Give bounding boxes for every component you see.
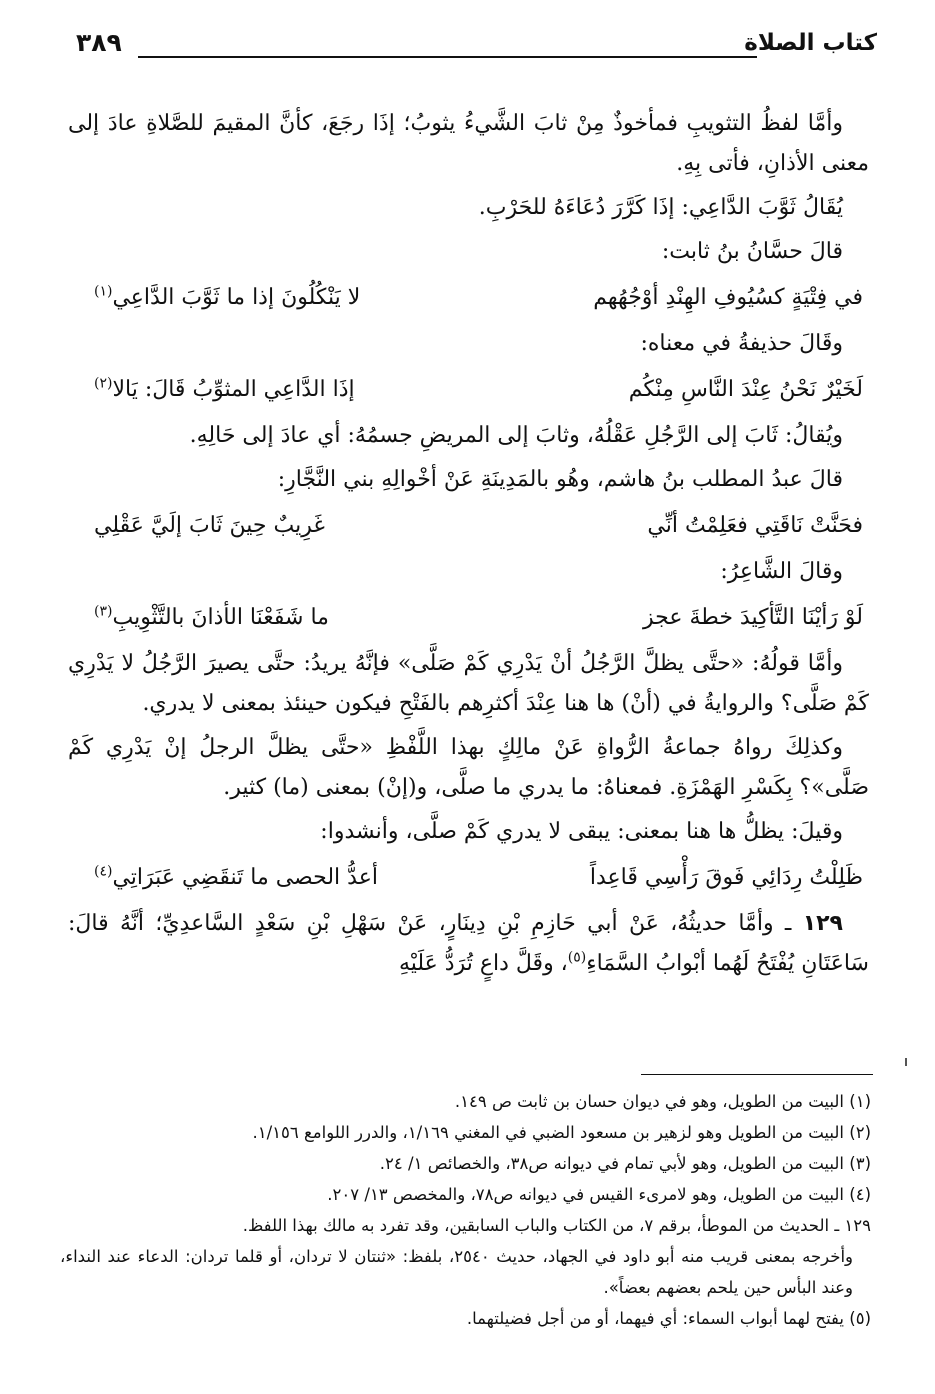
footnote-ref: (٣)	[94, 603, 113, 620]
verse-text: أعدُّ الحصى ما تَنقَضِي عَبَرَاتِي	[112, 865, 378, 890]
main-text	[68, 104, 869, 988]
page-number: ٣٨٩	[76, 28, 122, 57]
footnote-rule	[641, 1074, 873, 1075]
footnote: وأخرجه بمعنى قريب منه أبو داود في الجهاد، حديث ٢٥٤٠، بلفظ: «ثنتان لا تردان، أو قلما تردان: الدعاء عند النداء، وعند البأس حين يلحم بعضهم بعضاً».	[60, 1247, 853, 1297]
footnote: (٥) يفتح لهما أبواب السماء: أي فيهما، أو من أجل فضيلتهما.	[466, 1309, 871, 1328]
paragraph: يُقَالُ ثَوَّبَ الدَّاعِي: إذَا كَرَّرَ دُعَاءَهُ للحَرْبِ.	[478, 195, 843, 220]
hadith-text-cont: ، وقَلَّ داعٍ تُرَدُّ عَلَيْهِ	[398, 951, 568, 976]
hadith-text: ـ وأمَّا حديثُهُ، عَنْ أبي حَازِمِ بْنِ دِينَارٍ، عَنْ سَهْلِ بْنِ سَعْدٍ السَّاعدِيِّ؛ أنَّهُ قالَ: سَاعَتَانِ يُفْتَحُ لَهُما أبْوابُ السَّمَاءِ	[68, 911, 869, 976]
verse-line	[68, 504, 869, 548]
header-rule	[138, 56, 757, 58]
paragraph: قالَ حسَّانُ بنُ ثابت:	[661, 239, 843, 264]
verse-line	[68, 276, 869, 320]
footnote: (١) البيت من الطويل، وهو في ديوان حسان بن ثابت ص ١٤٩.	[454, 1092, 871, 1111]
verse-text: إذَا الدَّاعِي المثوِّبُ قَالَ: يَالا	[112, 377, 355, 402]
paragraph: وقيلَ: يظلُّ ها هنا بمعنى: يبقى لا يدري كَمْ صلَّى، وأنشدوا:	[320, 819, 843, 844]
footnote: (٣) البيت من الطويل، وهو لأبي تمام في ديوانه ص٣٨، والخصائص ١/ ٢٤.	[379, 1154, 871, 1173]
verse-line	[68, 596, 869, 640]
paragraph: وكذلِكَ رواهُ جماعةُ الرُّواةِ عَنْ مالِكٍ بهذا اللَّفْظِ «حتَّى يظلَّ الرجلُ إنْ يَدْرِي كَمْ صَلَّى»؟ بِكَسْرِ الهَمْزَةِ. فمعناهُ: ما يدري ما صلَّى، و(إنْ) بمعنى (ما) كثير.	[68, 735, 869, 800]
hadith-paragraph	[68, 904, 869, 984]
paragraph: وقَالَ حذيفةُ في معناه:	[640, 331, 843, 356]
paragraph: قالَ عبدُ المطلب بنُ هاشم، وهُو بالمَدِينَةِ عَنْ أخْوالِهِ بني النَّجَّارِ:	[277, 467, 843, 492]
verse-hemistich	[94, 856, 378, 900]
margin-mark	[905, 1058, 907, 1066]
running-header	[76, 26, 877, 64]
footnote: ١٢٩ ـ الحديث من الموطأ، برقم ٧، من الكتاب والباب السابقين، وقد تفرد به مالك بهذا اللفظ.	[242, 1216, 871, 1235]
paragraph: وأمَّا قولُهُ: «حتَّى يظلَّ الرَّجُلُ أنْ يَدْرِي كَمْ صَلَّى» فإنَّهُ يريدُ: حتَّى يصيرَ الرَّجُلُ لا يَدْرِي كَمْ صَلَّى؟ والروايةُ في (أنْ) ها هنا عِنْدَ أكثرِهم بالفَتْحِ فيكون حينئذ بمعنى لا يدري.	[68, 651, 869, 716]
verse-hemistich: ظَلِلْتُ رِدَائِي فَوقَ رَأْسِي قَاعِداً	[589, 865, 863, 890]
footnote-ref: (٤)	[94, 863, 113, 880]
verse-line	[68, 856, 869, 900]
hadith-number: ١٢٩	[802, 911, 843, 936]
footnote-ref: (١)	[94, 283, 113, 300]
paragraph: وأمَّا لفظُ التثويبِ فمأخوذٌ مِنْ ثابَ الشَّيءُ يثوبُ؛ إذَا رجَعَ، كأنَّ المقيمَ للصَّلاةِ عادَ إلى معنى الأذانِ، فأتى بِهِ.	[68, 111, 869, 176]
footnote: (٤) البيت من الطويل، وهو لامرىء القيس في ديوانه ص٧٨، والمخصص ١٣/ ٢٠٧.	[327, 1185, 871, 1204]
paragraph: ويُقالُ: ثَابَ إلى الرَّجُلِ عَقْلُهُ، وثابَ إلى المريضِ جسمُهُ: أي عادَ إلى حَالِهِ.	[189, 423, 843, 448]
verse-hemistich	[94, 596, 329, 640]
verse-text: ما شَفَعْنَا الأذانَ بالتَّثْوِيبِ	[112, 605, 329, 630]
verse-hemistich: في فِتْيَةٍ كسُيُوفِ الهِنْدِ أوْجُهُهم	[593, 285, 863, 310]
verse-hemistich	[94, 276, 360, 320]
verse-hemistich	[94, 368, 355, 412]
footnote-ref: (٢)	[94, 375, 113, 392]
footnote-ref: (٥)	[567, 949, 587, 966]
chapter-title: كتاب الصلاة	[744, 30, 877, 56]
paragraph: وقالَ الشَّاعِرُ:	[720, 559, 843, 584]
verse-hemistich: لَخَيْرٌ نَحْنُ عِنْدَ النَّاسِ مِنْكُم	[628, 377, 863, 402]
verse-hemistich: لَوْ رَأيْنَا التَّأكِيدَ خطةَ عجز	[643, 605, 863, 630]
footnotes	[60, 1086, 871, 1334]
verse-hemistich: غَرِيبٌ حِينَ ثَابَ إلَيَّ عَقْلِي	[94, 513, 325, 538]
verse-text: لا يَنْكُلُونَ إذا ما ثَوَّبَ الدَّاعِي	[112, 285, 361, 310]
footnote: (٢) البيت من الطويل وهو لزهير بن مسعود الضبي في المغني ١/١٦٩، والدرر اللوامع ١/١٥٦.	[252, 1123, 871, 1142]
verse-hemistich: فحَنَّتْ نَاقَتِي فعَلِمْتُ أنِّي	[647, 513, 863, 538]
verse-line	[68, 368, 869, 412]
